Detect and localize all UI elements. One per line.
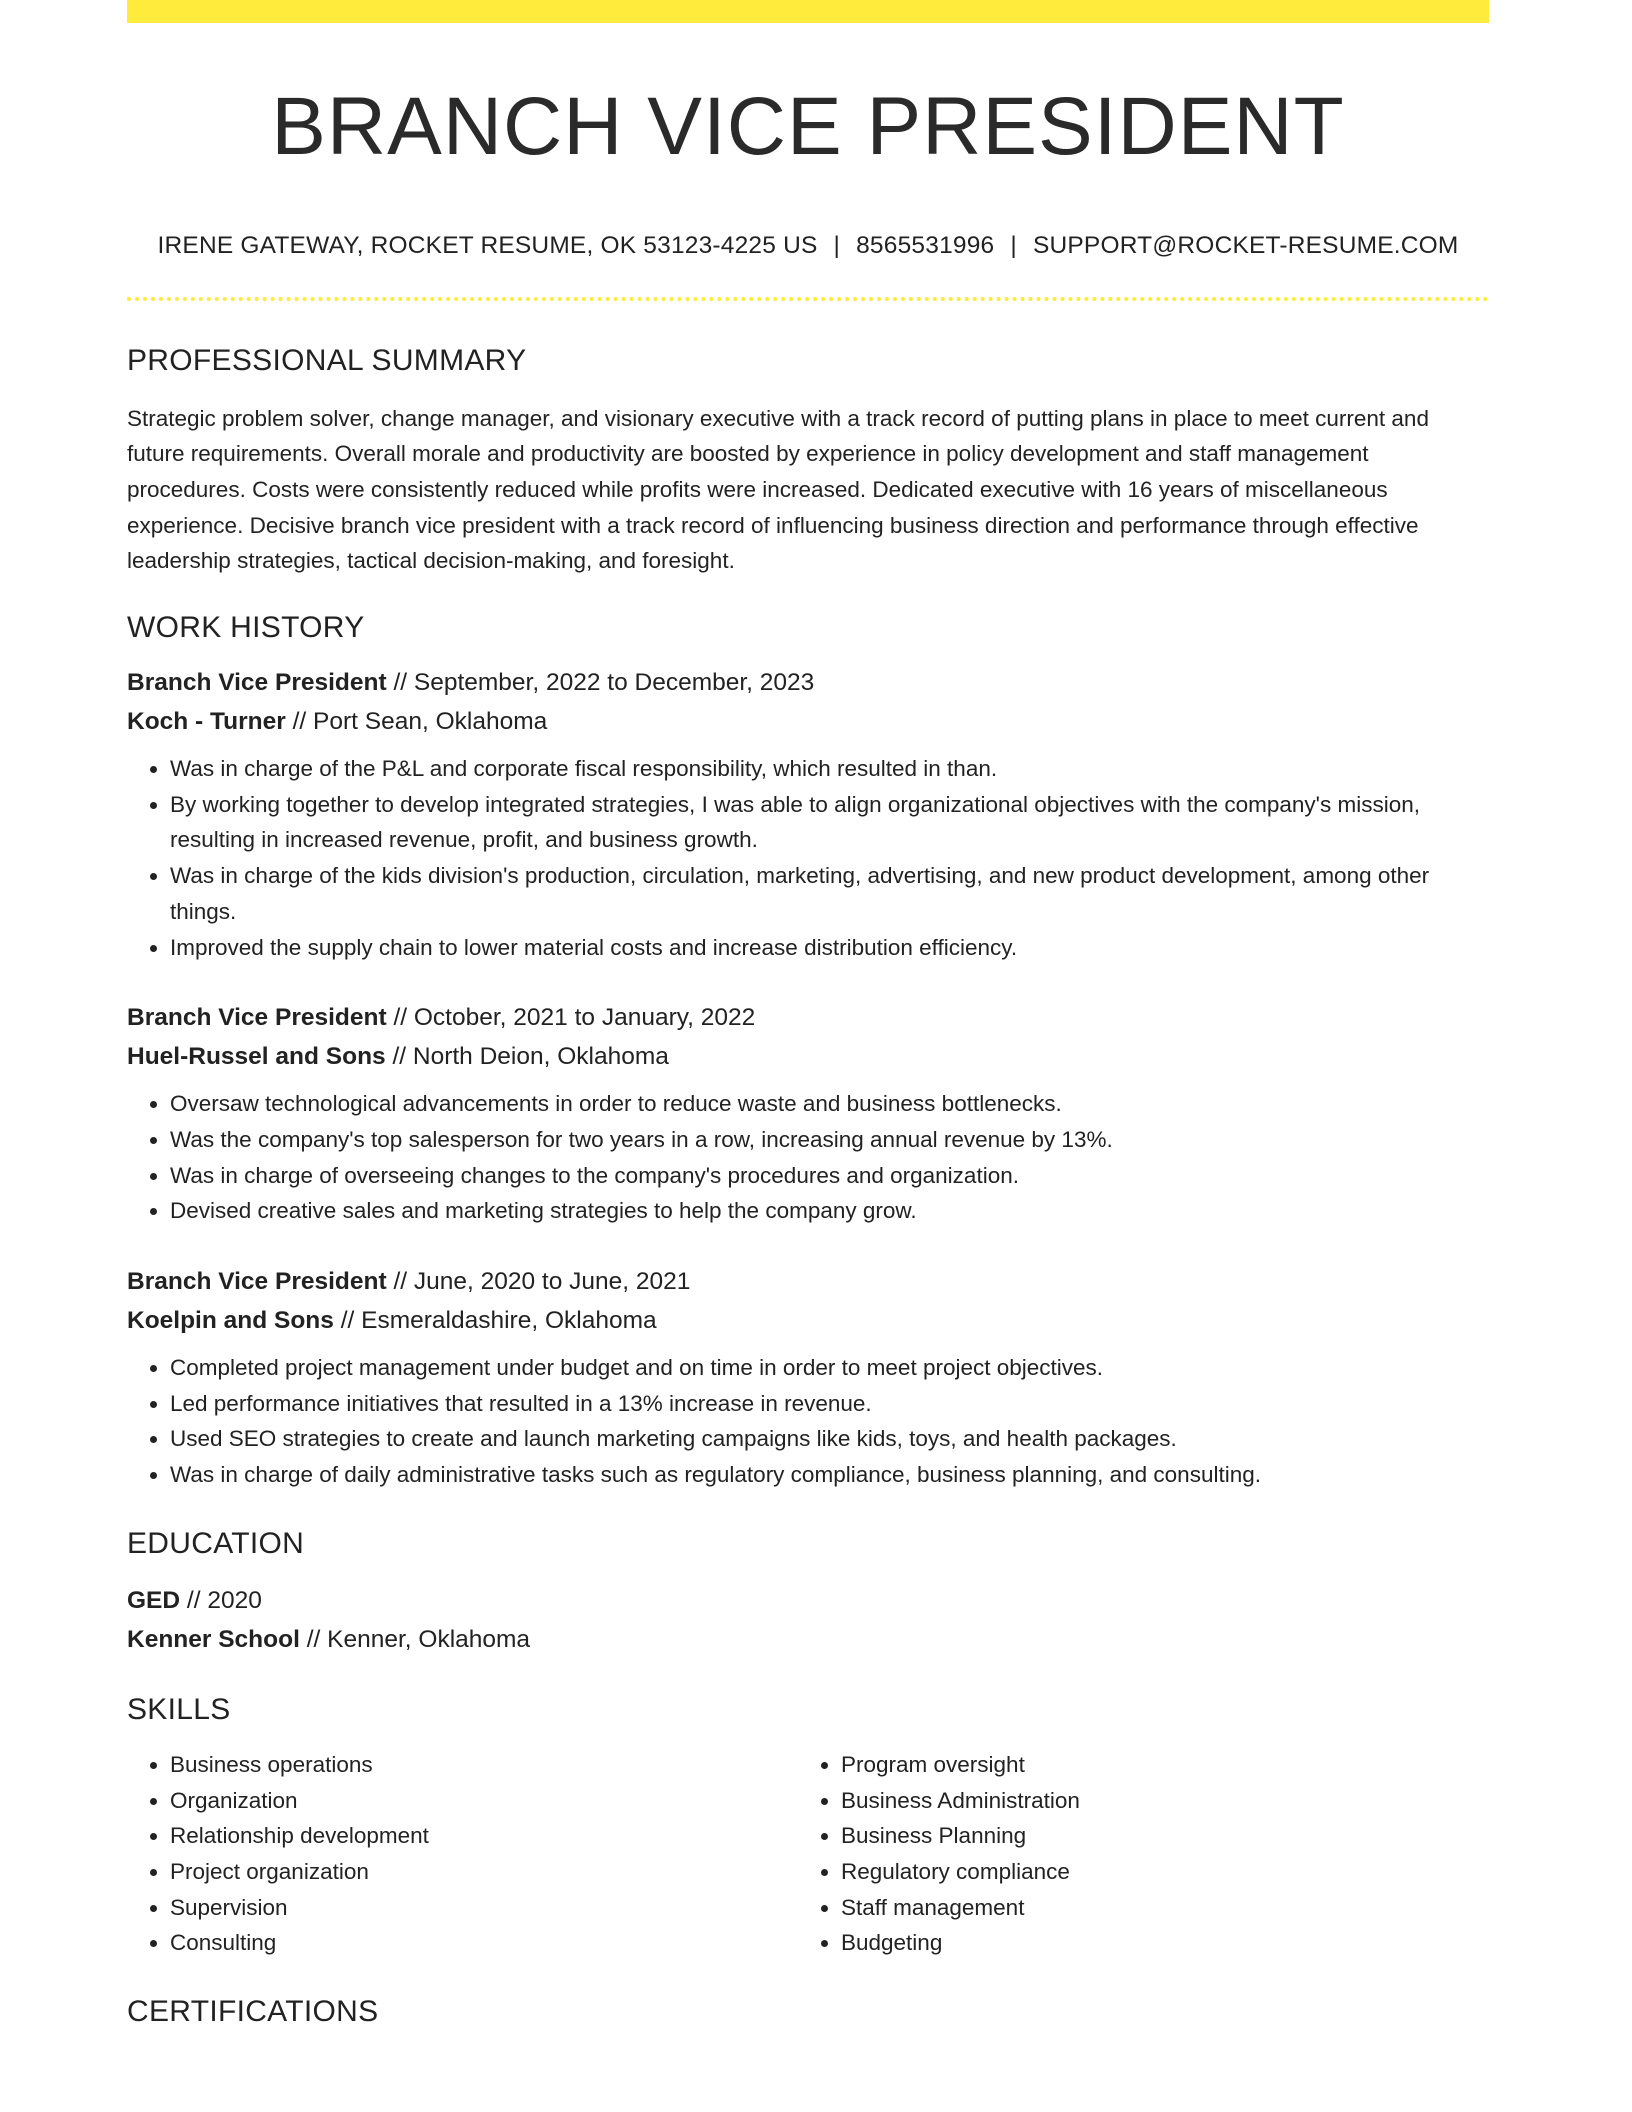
- job-title: Branch Vice President: [127, 669, 387, 697]
- job-company-line: [127, 1037, 1489, 1076]
- summary-heading: PROFESSIONAL SUMMARY: [127, 343, 527, 377]
- job-bullet: • Used SEO strategies to create and launch marketing campaigns like kids, toys, and health packages.: [170, 1421, 1489, 1457]
- job-location: // Port Sean, Oklahoma: [285, 708, 548, 736]
- job-bullet: • Was in charge of overseeing changes to the company's procedures and organization.: [170, 1158, 1489, 1194]
- job-bullet: • Oversaw technological advancements in order to reduce waste and business bottlenecks.: [170, 1086, 1489, 1122]
- job-bullet: • Was in charge of daily administrative tasks such as regulatory compliance, business planning, and consulting.: [170, 1457, 1489, 1493]
- job-bullets: [127, 1350, 1489, 1493]
- work-history-heading: WORK HISTORY: [127, 611, 365, 645]
- accent-bar: [127, 0, 1489, 23]
- job-dates: // October, 2021 to January, 2022: [386, 1004, 756, 1032]
- resume-page: [127, 0, 1489, 2027]
- job-title-line: [127, 1262, 1489, 1301]
- job-dates: // June, 2020 to June, 2021: [386, 1268, 691, 1296]
- job-bullet: • Led performance initiatives that resulted in a 13% increase in revenue.: [170, 1386, 1489, 1422]
- contact-address: IRENE GATEWAY, ROCKET RESUME, OK 53123-4225 US: [157, 232, 818, 259]
- education-school: Kenner School: [127, 1625, 300, 1653]
- job-bullet: • Completed project management under budget and on time in order to meet project objectives.: [170, 1350, 1489, 1386]
- education-location: // Kenner, Oklahoma: [299, 1625, 531, 1653]
- contact-separator: |: [1010, 232, 1017, 259]
- job-bullet: • Devised creative sales and marketing strategies to help the company grow.: [170, 1193, 1489, 1229]
- job-title: Branch Vice President: [127, 1004, 387, 1032]
- job-company: Huel-Russel and Sons: [127, 1043, 386, 1071]
- skill-item: • Supervision: [170, 1890, 798, 1926]
- certifications-heading: CERTIFICATIONS: [127, 1995, 379, 2029]
- skills-column-left: [127, 1747, 798, 1961]
- job-company: Koelpin and Sons: [127, 1307, 334, 1335]
- education-entry: [127, 1581, 1489, 1659]
- skill-item: • Relationship development: [170, 1818, 798, 1854]
- skill-item: • Organization: [170, 1783, 798, 1819]
- job-bullet: • Was the company's top salesperson for two years in a row, increasing annual revenue by 13%.: [170, 1122, 1489, 1158]
- job-company-line: [127, 702, 1489, 741]
- job-bullet: • Was in charge of the kids division's production, circulation, marketing, advertising, and new product development, among other things.: [170, 858, 1489, 929]
- job-bullets: [127, 1086, 1489, 1229]
- contact-email: SUPPORT@ROCKET-RESUME.COM: [1032, 232, 1459, 259]
- job-title-line: [127, 663, 1489, 702]
- job-company: Koch - Turner: [127, 708, 286, 736]
- job-entry: [127, 663, 1489, 965]
- job-bullet: • Was in charge of the P&L and corporate fiscal responsibility, which resulted in than.: [170, 751, 1489, 787]
- job-location: // North Deion, Oklahoma: [385, 1043, 669, 1071]
- summary-text: Strategic problem solver, change manager, and visionary executive with a track record of putting plans in place to meet current and future requirements. Overall morale and productivity are boosted by experience in policy development and staff management procedures. Costs were consistently reduced while profits were increased. Dedicated executive with 16 years of miscellaneous experience. Decisive branch vice president with a track record of influencing business direction and performance through effective leadership strategies, tactical decision-making, and foresight.: [127, 405, 1429, 574]
- skills-column-right: [798, 1747, 1469, 1961]
- skill-item: • Business operations: [170, 1747, 798, 1783]
- job-bullet: • By working together to develop integrated strategies, I was able to align organizational objectives with the company's mission, resulting in increased revenue, profit, and business growth.: [170, 787, 1489, 858]
- education-heading: EDUCATION: [127, 1526, 305, 1560]
- education-degree-line: [127, 1581, 1489, 1620]
- education-degree: GED: [127, 1586, 181, 1614]
- skill-item: • Consulting: [170, 1925, 798, 1961]
- job-bullet: • Improved the supply chain to lower material costs and increase distribution efficiency.: [170, 930, 1489, 966]
- resume-title: BRANCH VICE PRESIDENT: [271, 81, 1345, 172]
- skills-grid: [127, 1747, 1489, 1961]
- skill-item: • Regulatory compliance: [841, 1854, 1469, 1890]
- job-bullets: [127, 751, 1489, 965]
- skill-item: • Budgeting: [841, 1925, 1469, 1961]
- job-dates: // September, 2022 to December, 2023: [386, 669, 815, 697]
- skills-heading: SKILLS: [127, 1692, 231, 1726]
- skill-item: • Project organization: [170, 1854, 798, 1890]
- dotted-divider: [127, 297, 1489, 301]
- job-location: // Esmeraldashire, Oklahoma: [333, 1307, 657, 1335]
- job-entry: [127, 1262, 1489, 1493]
- contact-phone: 8565531996: [856, 232, 995, 259]
- job-title-line: [127, 998, 1489, 1037]
- job-entry: [127, 998, 1489, 1229]
- contact-line: [127, 234, 1489, 259]
- contact-separator: |: [833, 232, 841, 259]
- skill-item: • Program oversight: [841, 1747, 1469, 1783]
- job-title: Branch Vice President: [127, 1268, 387, 1296]
- skill-item: • Staff management: [841, 1890, 1469, 1926]
- education-school-line: [127, 1620, 1489, 1659]
- education-year: // 2020: [180, 1586, 262, 1614]
- job-company-line: [127, 1301, 1489, 1340]
- skill-item: • Business Planning: [841, 1818, 1469, 1854]
- skill-item: • Business Administration: [841, 1783, 1469, 1819]
